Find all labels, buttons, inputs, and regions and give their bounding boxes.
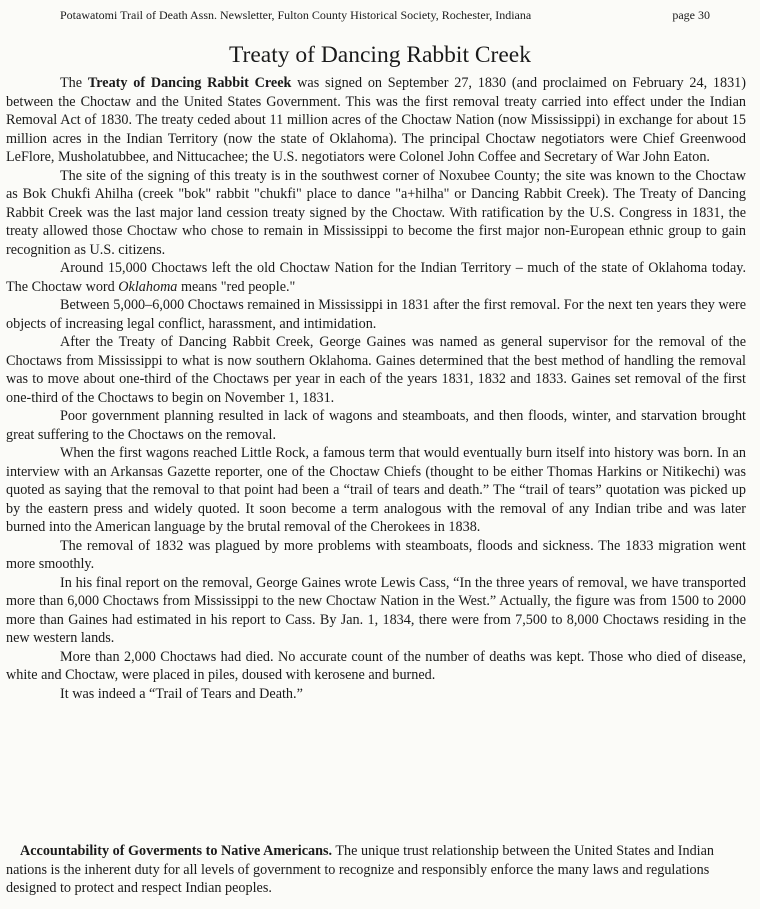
article-body [6, 74, 746, 703]
paragraph-9: In his final report on the removal, George Gaines wrote Lewis Cass, “In the three years of removal, we have transported more than 6,000 Choctaws from Mississippi to the new Choctaw Nation in the West.” Actually, the figure was from 1500 to 2000 more than Gaines had estimated in his report to Cass. By Jan. 1, 1834, there were from 7,500 to 8,000 Choctaws residing in the new western lands. [6, 574, 746, 646]
paragraph-5: After the Treaty of Dancing Rabbit Creek, George Gaines was named as general supervisor for the removal of the Choctaws from Mississippi to what is now southern Oklahoma. Gaines determined that the best method of handling the removal was to move about one-third of the Choctaws per year in each of the years 1831, 1832 and 1833. Gaines set removal of the first one-third of the Choctaws to begin on November 1, 1831. [6, 334, 746, 406]
paragraph-6: Poor government planning resulted in lack of wagons and steamboats, and then floods, winter, and starvation brought great suffering to the Choctaws on the removal. [6, 408, 746, 443]
p1-lead: The [60, 75, 88, 91]
page-header [60, 8, 710, 23]
header-publication: Potawatomi Trail of Death Assn. Newsletter, Fulton County Historical Society, Rochester, Indiana [60, 8, 532, 22]
paragraph-2: The site of the signing of this treaty is in the southwest corner of Noxubee County; the site was known to the Choctaw as Bok Chukfi Ahilha (creek "bok" rabbit "chukfi" place to dance "a+hilha" or Dancing Rabbit Creek). The Treaty of Dancing Rabbit Creek was the last major land cession treaty signed by the Choctaw. With ratification by the U.S. Congress in 1831, the treaty allowed those Choctaw who chose to remain in Mississippi to become the first major non-European ethnic group to gain recognition as U.S. citizens. [6, 167, 746, 258]
treaty-name-bold: Treaty of Dancing Rabbit Creek [87, 75, 292, 91]
paragraph-7: When the first wagons reached Little Rock, a famous term that would eventually burn itself into history was born. In an interview with an Arkansas Gazette reporter, one of the Choctaw Chiefs (thought to be either Thomas Harkins or Nitikechi) was quoted as saying that the removal to that point had been a “trail of tears and death.” The “trail of tears” quotation was picked up by the eastern press and widely quoted. It soon become a term analogous with the removal of any Indian tribe and was later burned into the American language by the brutal removal of the Cherokees in 1838. [6, 445, 746, 535]
page-number: page 30 [672, 8, 710, 22]
accountability-section [6, 842, 746, 898]
paragraph-8: The removal of 1832 was plagued by more problems with steamboats, floods and sickness. The 1833 migration went more smoothly. [6, 537, 746, 572]
paragraph-3 [6, 259, 746, 296]
p3-before: Around 15,000 Choctaws left the old Choctaw Nation for the Indian Territory – much of the state of Oklahoma today. The Choctaw word [6, 260, 746, 295]
oklahoma-italic: Oklahoma [118, 278, 178, 295]
accountability-text: The unique trust relationship between the United States and Indian nations is the inherent duty for all levels of government to recognize and responsibly enforce the many laws and regulations designed to protect and respect Indian peoples. [6, 843, 714, 896]
paragraph-11: It was indeed a “Trail of Tears and Death.” [60, 685, 303, 702]
paragraph-4: Between 5,000–6,000 Choctaws remained in Mississippi in 1831 after the first removal. For the next ten years they were objects of increasing legal conflict, harassment, and intimidation. [6, 297, 746, 332]
accountability-heading: Accountability of Goverments to Native Americans. [20, 843, 333, 859]
paragraph-1 [6, 74, 746, 167]
p1-rest: was signed on September 27, 1830 (and proclaimed on February 24, 1831) between the Choctaw and the United States Government. This was the first removal treaty carried into effect under the Indian Removal Act of 1830. The treaty ceded about 11 million acres of the Choctaw Nation (now Mississippi) in exchange for about 15 million acres in the Indian Territory (now the state of Oklahoma). The principal Choctaw negotiators were Chief Greenwood LeFlore, Musholatubbee, and Nittucachee; the U.S. negotiators were Colonel John Coffee and Secretary of War John Eaton. [6, 75, 746, 165]
article-title: Treaty of Dancing Rabbit Creek [229, 42, 531, 68]
p3-after: means "red people." [177, 278, 296, 295]
accountability-paragraph [6, 842, 746, 898]
paragraph-10: More than 2,000 Choctaws had died. No accurate count of the number of deaths was kept. Those who died of disease, white and Choctaw, were placed in piles, doused with kerosene and burned. [6, 648, 746, 683]
